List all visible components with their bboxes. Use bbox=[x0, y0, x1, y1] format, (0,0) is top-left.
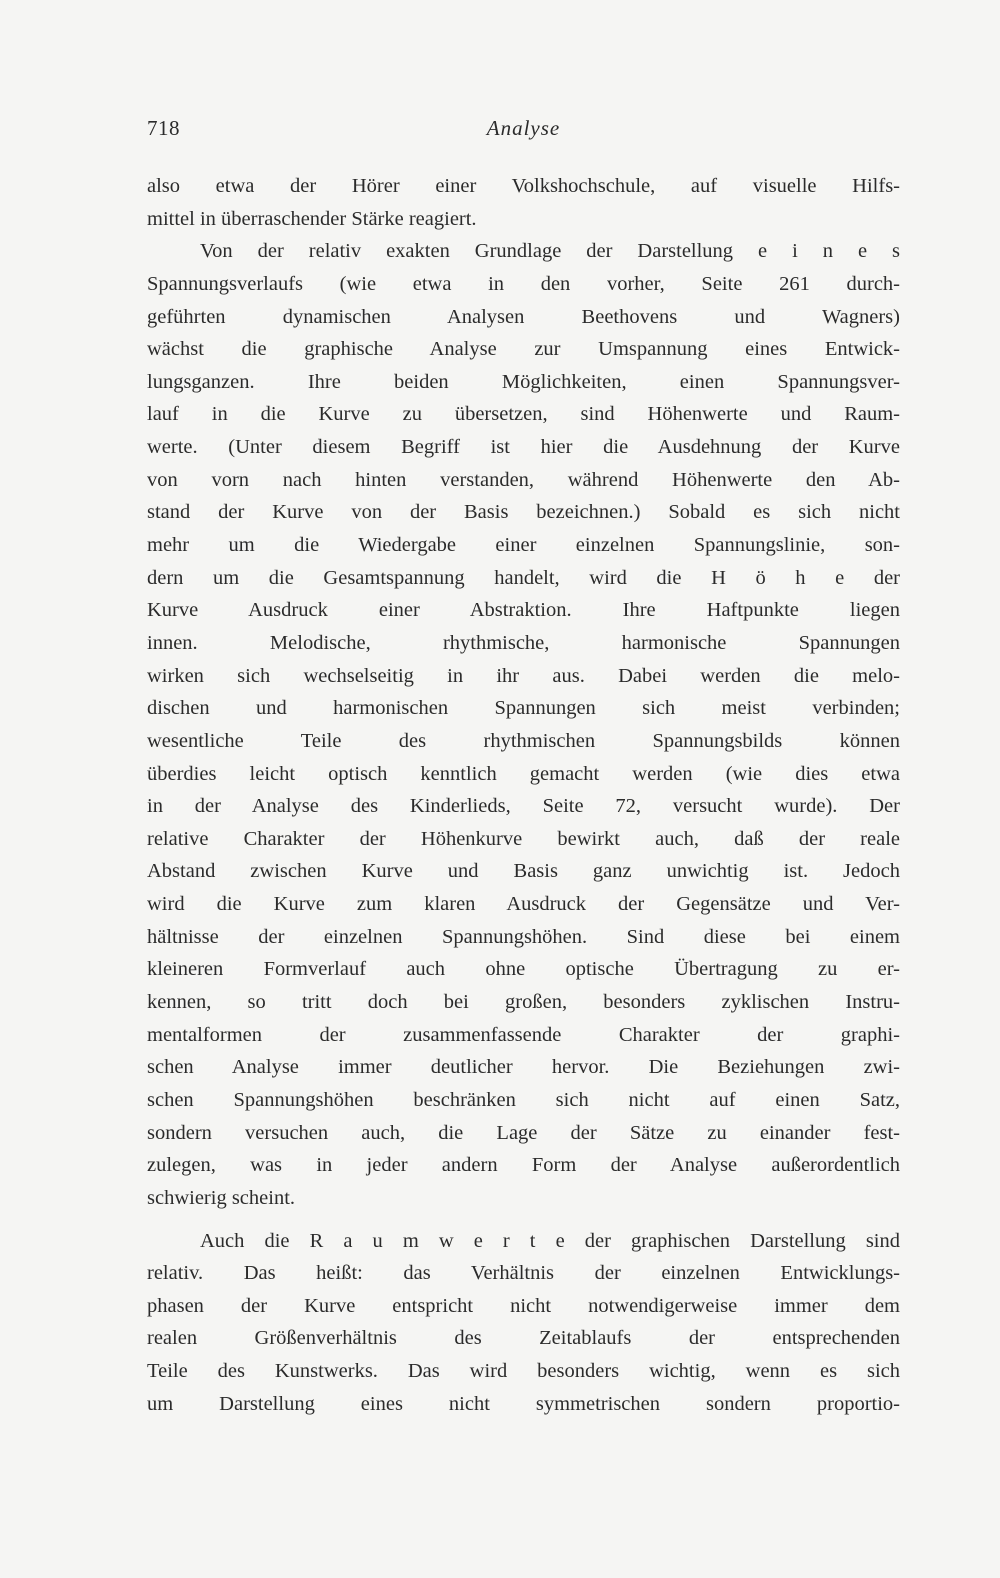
text-line: wächst die graphische Analyse zur Umspannung eines Entwick- bbox=[147, 338, 900, 361]
text-line: um Darstellung eines nicht symmetrischen sondern proportio- bbox=[147, 1392, 900, 1415]
page-header bbox=[147, 116, 900, 150]
body-text bbox=[147, 170, 900, 1420]
paragraph bbox=[147, 235, 900, 1214]
text-line: phasen der Kurve entspricht nicht notwendigerweise immer dem bbox=[147, 1294, 900, 1317]
text-line: werte. (Unter diesem Begriff ist hier die Ausdehnung der Kurve bbox=[147, 436, 900, 459]
text-line: lauf in die Kurve zu übersetzen, sind Höhenwerte und Raum- bbox=[147, 403, 900, 426]
text-line: hältnisse der einzelnen Spannungshöhen. Sind diese bei einem bbox=[147, 925, 900, 948]
text-line: stand der Kurve von der Basis bezeichnen.) Sobald es sich nicht bbox=[147, 501, 900, 524]
text-line: geführten dynamischen Analysen Beethovens und Wagners) bbox=[147, 305, 900, 328]
text-line: zulegen, was in jeder andern Form der Analyse außerordentlich bbox=[147, 1154, 900, 1177]
text-line: relativ. Das heißt: das Verhältnis der einzelnen Entwicklungs- bbox=[147, 1262, 900, 1285]
text-line: realen Größenverhältnis des Zeitablaufs der entsprechenden bbox=[147, 1327, 900, 1350]
paragraph bbox=[147, 1225, 900, 1421]
page-number: 718 bbox=[147, 116, 180, 140]
text-line: wesentliche Teile des rhythmischen Spannungsbilds können bbox=[147, 729, 900, 752]
text-line: also etwa der Hörer einer Volkshochschule, auf visuelle Hilfs- bbox=[147, 175, 900, 197]
text-line: Spannungsverlaufs (wie etwa in den vorher, Seite 261 durch- bbox=[147, 272, 900, 295]
text-line: sondern versuchen auch, die Lage der Sätze zu einander fest- bbox=[147, 1121, 900, 1144]
text-line: Teile des Kunstwerks. Das wird besonders wichtig, wenn es sich bbox=[147, 1360, 900, 1383]
text-line: mittel in überraschender Stärke reagiert. bbox=[147, 207, 477, 230]
text-line: relative Charakter der Höhenkurve bewirkt auch, daß der reale bbox=[147, 827, 900, 850]
text-line: wirken sich wechselseitig in ihr aus. Dabei werden die melo- bbox=[147, 664, 900, 687]
text-line: Auch die R a u m w e r t e der graphischen Darstellung sind bbox=[200, 1229, 900, 1252]
text-line: schwierig scheint. bbox=[147, 1186, 296, 1209]
paragraph bbox=[147, 170, 900, 235]
running-head: Analyse bbox=[486, 116, 561, 140]
text-line: kleineren Formverlauf auch ohne optische Übertragung zu er- bbox=[147, 958, 900, 981]
text-line: Von der relativ exakten Grundlage der Darstellung e i n e s bbox=[200, 240, 900, 263]
text-line: kennen, so tritt doch bei großen, besonders zyklischen Instru- bbox=[147, 991, 900, 1014]
paragraph-gap bbox=[147, 1215, 900, 1225]
text-line: mentalformen der zusammenfassende Charakter der graphi- bbox=[147, 1023, 900, 1046]
text-line: schen Spannungshöhen beschränken sich nicht auf einen Satz, bbox=[147, 1088, 900, 1111]
text-line: Abstand zwischen Kurve und Basis ganz unwichtig ist. Jedoch bbox=[147, 860, 900, 883]
text-line: dern um die Gesamtspannung handelt, wird die H ö h e der bbox=[147, 566, 900, 589]
text-line: schen Analyse immer deutlicher hervor. Die Beziehungen zwi- bbox=[147, 1056, 900, 1079]
text-line: von vorn nach hinten verstanden, während Höhenwerte den Ab- bbox=[147, 468, 900, 491]
text-line: lungsganzen. Ihre beiden Möglichkeiten, einen Spannungsver- bbox=[147, 370, 900, 393]
text-line: überdies leicht optisch kenntlich gemacht werden (wie dies etwa bbox=[147, 762, 900, 785]
text-line: Kurve Ausdruck einer Abstraktion. Ihre Haftpunkte liegen bbox=[147, 599, 900, 622]
text-line: wird die Kurve zum klaren Ausdruck der Gegensätze und Ver- bbox=[147, 893, 900, 916]
text-line: dischen und harmonischen Spannungen sich meist verbinden; bbox=[147, 697, 900, 720]
text-line: in der Analyse des Kinderlieds, Seite 72, versucht wurde). Der bbox=[147, 795, 900, 818]
text-line: innen. Melodische, rhythmische, harmonische Spannungen bbox=[147, 631, 900, 654]
text-line: mehr um die Wiedergabe einer einzelnen Spannungslinie, son- bbox=[147, 534, 900, 557]
